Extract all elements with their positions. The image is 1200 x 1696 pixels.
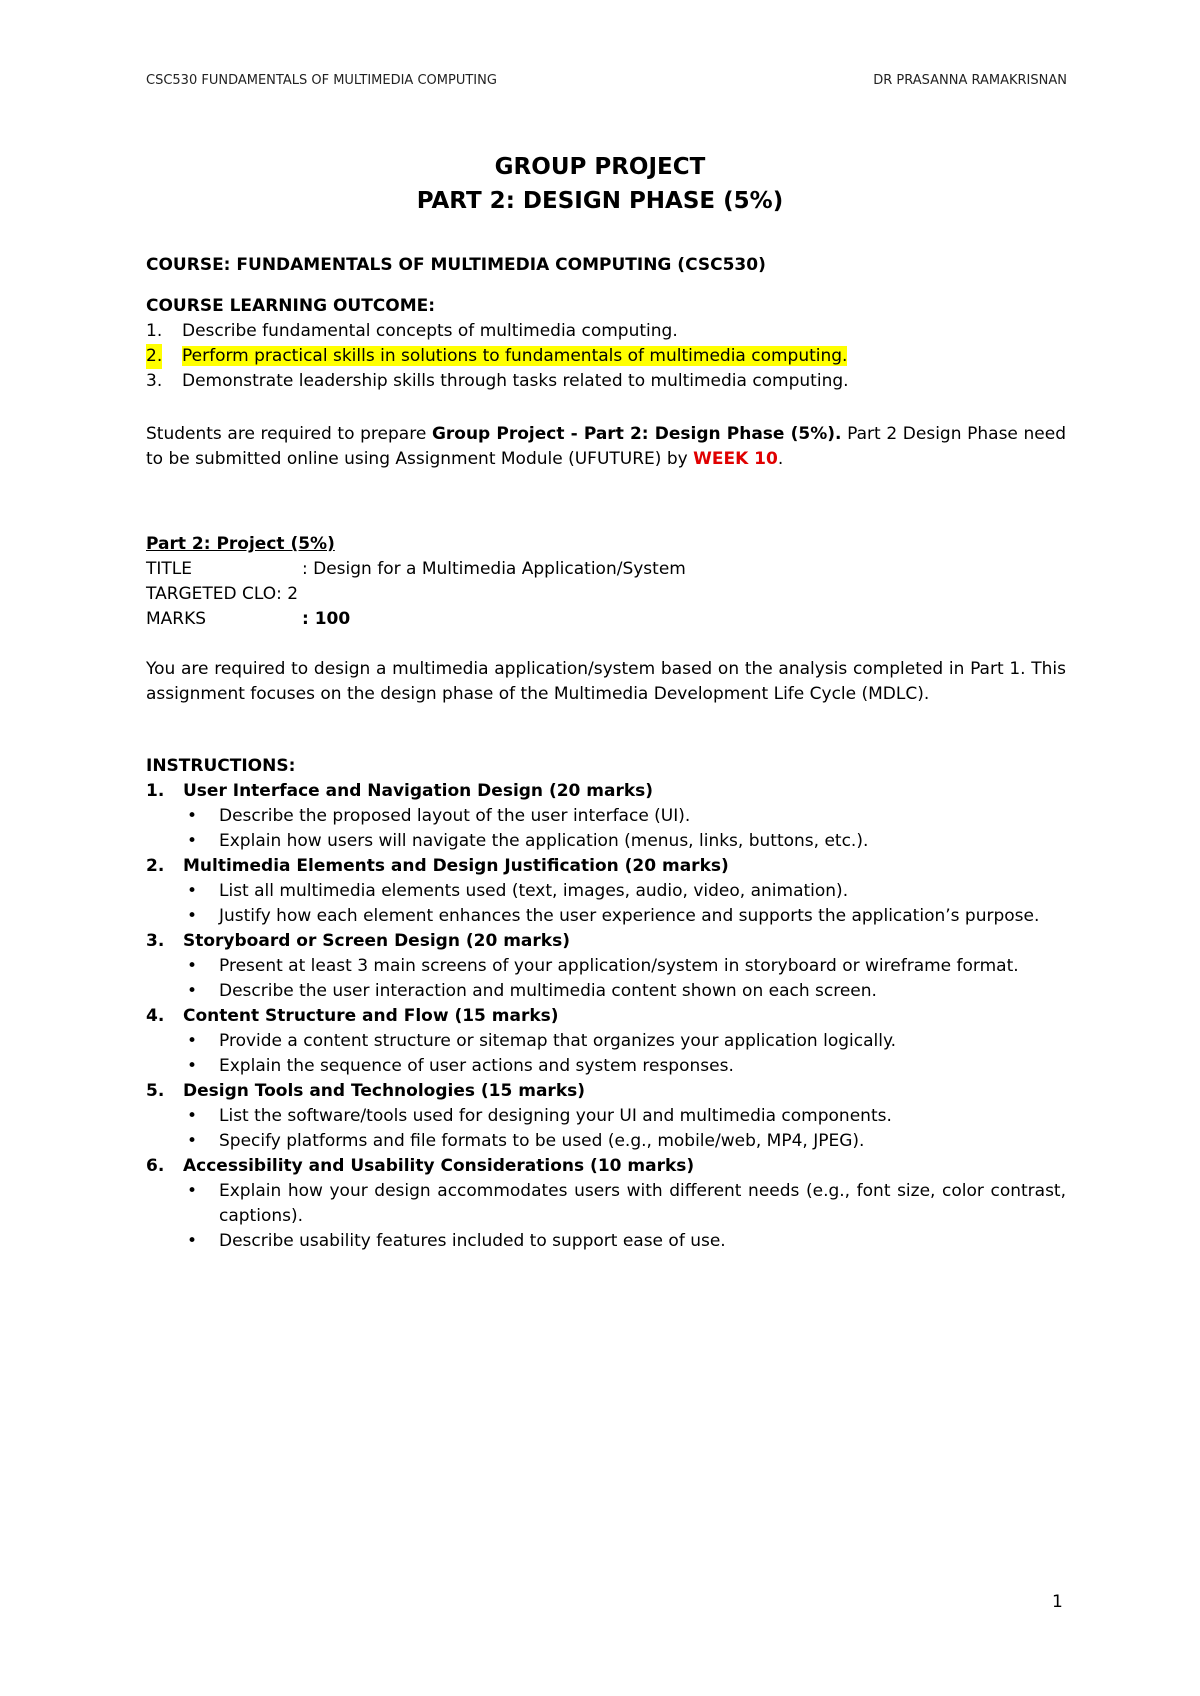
section-title: Multimedia Elements and Design Justification (20 marks)	[183, 856, 729, 876]
course-line: COURSE: FUNDAMENTALS OF MULTIMEDIA COMPUTING (CSC530)	[146, 255, 766, 275]
section-title: Accessibility and Usability Considerations (10 marks)	[183, 1156, 695, 1176]
bullet-list	[183, 954, 1066, 1004]
meta-row-marks	[146, 607, 1066, 632]
bullet-item	[183, 979, 1066, 1004]
instructions-list	[146, 779, 1066, 1254]
meta-value: : Design for a Multimedia Application/System	[302, 559, 686, 579]
meta-row-title	[146, 557, 1066, 582]
meta-value: : 100	[302, 609, 351, 629]
bullet-icon: •	[187, 981, 198, 1001]
clo-item-text: Perform practical skills in solutions to fundamentals of multimedia computing.	[182, 346, 848, 366]
meta-label: TITLE	[146, 559, 192, 579]
bullet-text: Describe the user interaction and multimedia content shown on each screen.	[219, 981, 877, 1001]
section-number: 3.	[146, 931, 165, 951]
bullet-text: Explain how users will navigate the application (menus, links, buttons, etc.).	[219, 831, 869, 851]
section-number: 5.	[146, 1081, 165, 1101]
bullet-item	[183, 1229, 1066, 1254]
section-number: 4.	[146, 1006, 165, 1026]
section-number: 1.	[146, 781, 165, 801]
bullet-item	[183, 954, 1066, 979]
meta-value: : 2	[276, 584, 299, 604]
instruction-section	[146, 1079, 1066, 1154]
bullet-icon: •	[187, 1231, 198, 1251]
bullet-list	[183, 1179, 1066, 1254]
bullet-item	[183, 829, 1066, 854]
bullet-icon: •	[187, 881, 198, 901]
bullet-icon: •	[187, 806, 198, 826]
clo-item-number: 3.	[146, 371, 163, 391]
bullet-text: Present at least 3 main screens of your application/system in storyboard or wireframe format.	[219, 956, 1019, 976]
bullet-text: List the software/tools used for designing your UI and multimedia components.	[219, 1106, 892, 1126]
bullet-text: Justify how each element enhances the user experience and supports the application’s purpose.	[219, 906, 1040, 926]
clo-heading: COURSE LEARNING OUTCOME:	[146, 296, 436, 316]
deadline-week: WEEK 10	[693, 449, 778, 469]
bullet-item	[183, 1029, 1066, 1054]
page-header	[146, 73, 1067, 88]
instruction-section	[146, 854, 1066, 929]
meta-label: MARKS	[146, 609, 207, 629]
instruction-section	[146, 929, 1066, 1004]
section-number: 6.	[146, 1156, 165, 1176]
bullet-icon: •	[187, 1106, 198, 1126]
clo-item-number: 1.	[146, 321, 163, 341]
clo-item	[146, 369, 1066, 394]
section-title: Storyboard or Screen Design (20 marks)	[183, 931, 570, 951]
bullet-icon: •	[187, 906, 198, 926]
bullet-text: Explain the sequence of user actions and system responses.	[219, 1056, 734, 1076]
section-number: 2.	[146, 856, 165, 876]
clo-item-highlighted	[146, 344, 1066, 369]
instructions-heading: INSTRUCTIONS:	[146, 756, 296, 776]
bullet-item	[183, 1179, 1066, 1229]
header-course-title: CSC530 FUNDAMENTALS OF MULTIMEDIA COMPUTING	[146, 73, 497, 88]
bullet-icon: •	[187, 831, 198, 851]
bullet-icon: •	[187, 1131, 198, 1151]
bullet-icon: •	[187, 1181, 198, 1201]
clo-item-number: 2.	[146, 344, 162, 369]
intro-bold-text: Group Project - Part 2: Design Phase (5%).	[431, 424, 842, 444]
bullet-text: Explain how your design accommodates users with different needs (e.g., font size, color contrast, captions).	[219, 1181, 1066, 1226]
section-title: Design Tools and Technologies (15 marks)	[183, 1081, 586, 1101]
bullet-list	[183, 804, 1066, 854]
intro-text: Part 2 Design Phase need to be submitted online using Assignment Module (UFUTURE) by	[146, 424, 1067, 469]
bullet-icon: •	[187, 956, 198, 976]
bullet-item	[183, 1054, 1066, 1079]
bullet-list	[183, 1104, 1066, 1154]
meta-row-clo	[146, 582, 1066, 607]
section-title: Content Structure and Flow (15 marks)	[183, 1006, 559, 1026]
document-body	[146, 253, 1066, 1254]
instruction-section	[146, 1004, 1066, 1079]
bullet-text: Specify platforms and file formats to be used (e.g., mobile/web, MP4, JPEG).	[219, 1131, 865, 1151]
bullet-icon: •	[187, 1031, 198, 1051]
title-line-2: PART 2: DESIGN PHASE (5%)	[416, 188, 784, 214]
clo-item-text: Demonstrate leadership skills through tasks related to multimedia computing.	[182, 371, 849, 391]
bullet-text: Describe usability features included to support ease of use.	[219, 1231, 726, 1251]
title-line-1: GROUP PROJECT	[494, 154, 706, 180]
bullet-list	[183, 1029, 1066, 1079]
bullet-icon: •	[187, 1056, 198, 1076]
meta-label: TARGETED CLO	[146, 584, 277, 604]
bullet-item	[183, 1104, 1066, 1129]
page-number: 1	[1052, 1592, 1063, 1612]
instruction-section	[146, 1154, 1066, 1254]
clo-item-text: Describe fundamental concepts of multimedia computing.	[182, 321, 678, 341]
bullet-text: Describe the proposed layout of the user interface (UI).	[219, 806, 691, 826]
bullet-item	[183, 879, 1066, 904]
intro-text: .	[777, 449, 784, 469]
part-heading: Part 2: Project (5%)	[146, 534, 335, 554]
clo-item	[146, 319, 1066, 344]
bullet-text: Provide a content structure or sitemap that organizes your application logically.	[219, 1031, 897, 1051]
bullet-item	[183, 804, 1066, 829]
bullet-text: List all multimedia elements used (text, images, audio, video, animation).	[219, 881, 849, 901]
bullet-item	[183, 904, 1066, 929]
bullet-item	[183, 1129, 1066, 1154]
intro-paragraph	[146, 422, 1066, 472]
header-lecturer-name: DR PRASANNA RAMAKRISNAN	[873, 73, 1067, 88]
section-title: User Interface and Navigation Design (20 marks)	[183, 781, 654, 801]
document-title	[0, 150, 1200, 218]
instruction-section	[146, 779, 1066, 854]
intro-text: Students are required to prepare	[146, 424, 432, 444]
clo-list	[146, 319, 1066, 394]
bullet-list	[183, 879, 1066, 929]
description-paragraph: You are required to design a multimedia application/system based on the analysis completed in Part 1. This assignment focuses on the design phase of the Multimedia Development Life Cycle (MDLC).	[146, 659, 1066, 704]
